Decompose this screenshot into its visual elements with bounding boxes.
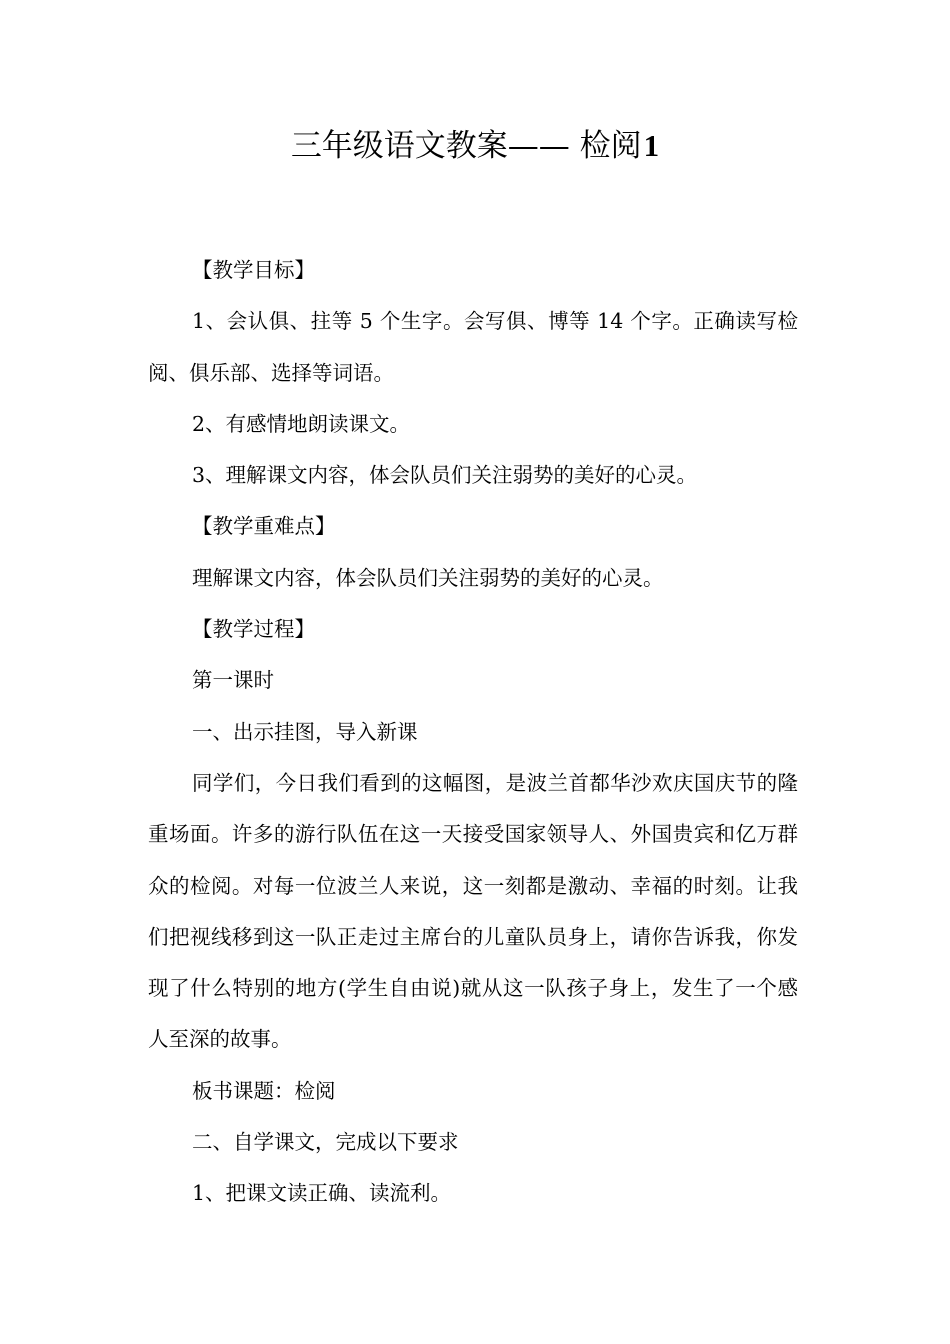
paragraph-board-title: 板书课题：检阅: [192, 1078, 336, 1103]
section-heading-key-points: 【教学重难点】: [192, 514, 336, 539]
paragraph-intro-story: 同学们，今日我们看到的这幅图，是波兰首都华沙欢庆国庆节的隆重场面。许多的游行队伍在这一天接受国家领导人、外国贵宾和亿万群众的检阅。对每一位波兰人来说，这一刻都是激动、幸福的时刻。让我们把视线移到这一队正走过主席台的儿童队员身上，请你告诉我，你发现了什么特别的地方(学生自由说)就从这一队孩子身上，发生了一个感人至深的故事。: [148, 770, 798, 1052]
section-heading-objectives: 【教学目标】: [192, 258, 315, 282]
document-body: [148, 245, 798, 1220]
paragraph-step-one: 一、出示挂图，导入新课: [192, 719, 418, 744]
title-number: 1: [643, 128, 660, 163]
document-title: [0, 122, 950, 170]
paragraph-requirement-1: 1、把课文读正确、读流利。: [192, 1181, 452, 1206]
paragraph-objective-2: 2、有感情地朗读课文。: [192, 411, 411, 436]
title-main-text: 三年级语文教案—— 检阅: [290, 128, 642, 164]
paragraph-lesson-one: 第一课时: [192, 668, 274, 693]
paragraph-key-points: 理解课文内容，体会队员们关注弱势的美好的心灵。: [192, 565, 664, 590]
paragraph-objective-1: 1、会认俱、拄等 5 个生字。会写俱、博等 14 个字。正确读写检阅、俱乐部、选择等词语。: [148, 309, 798, 385]
paragraph-objective-3: 3、理解课文内容，体会队员们关注弱势的美好的心灵。: [192, 463, 698, 488]
section-heading-process: 【教学过程】: [192, 617, 315, 642]
paragraph-step-two: 二、自学课文，完成以下要求: [192, 1130, 459, 1155]
